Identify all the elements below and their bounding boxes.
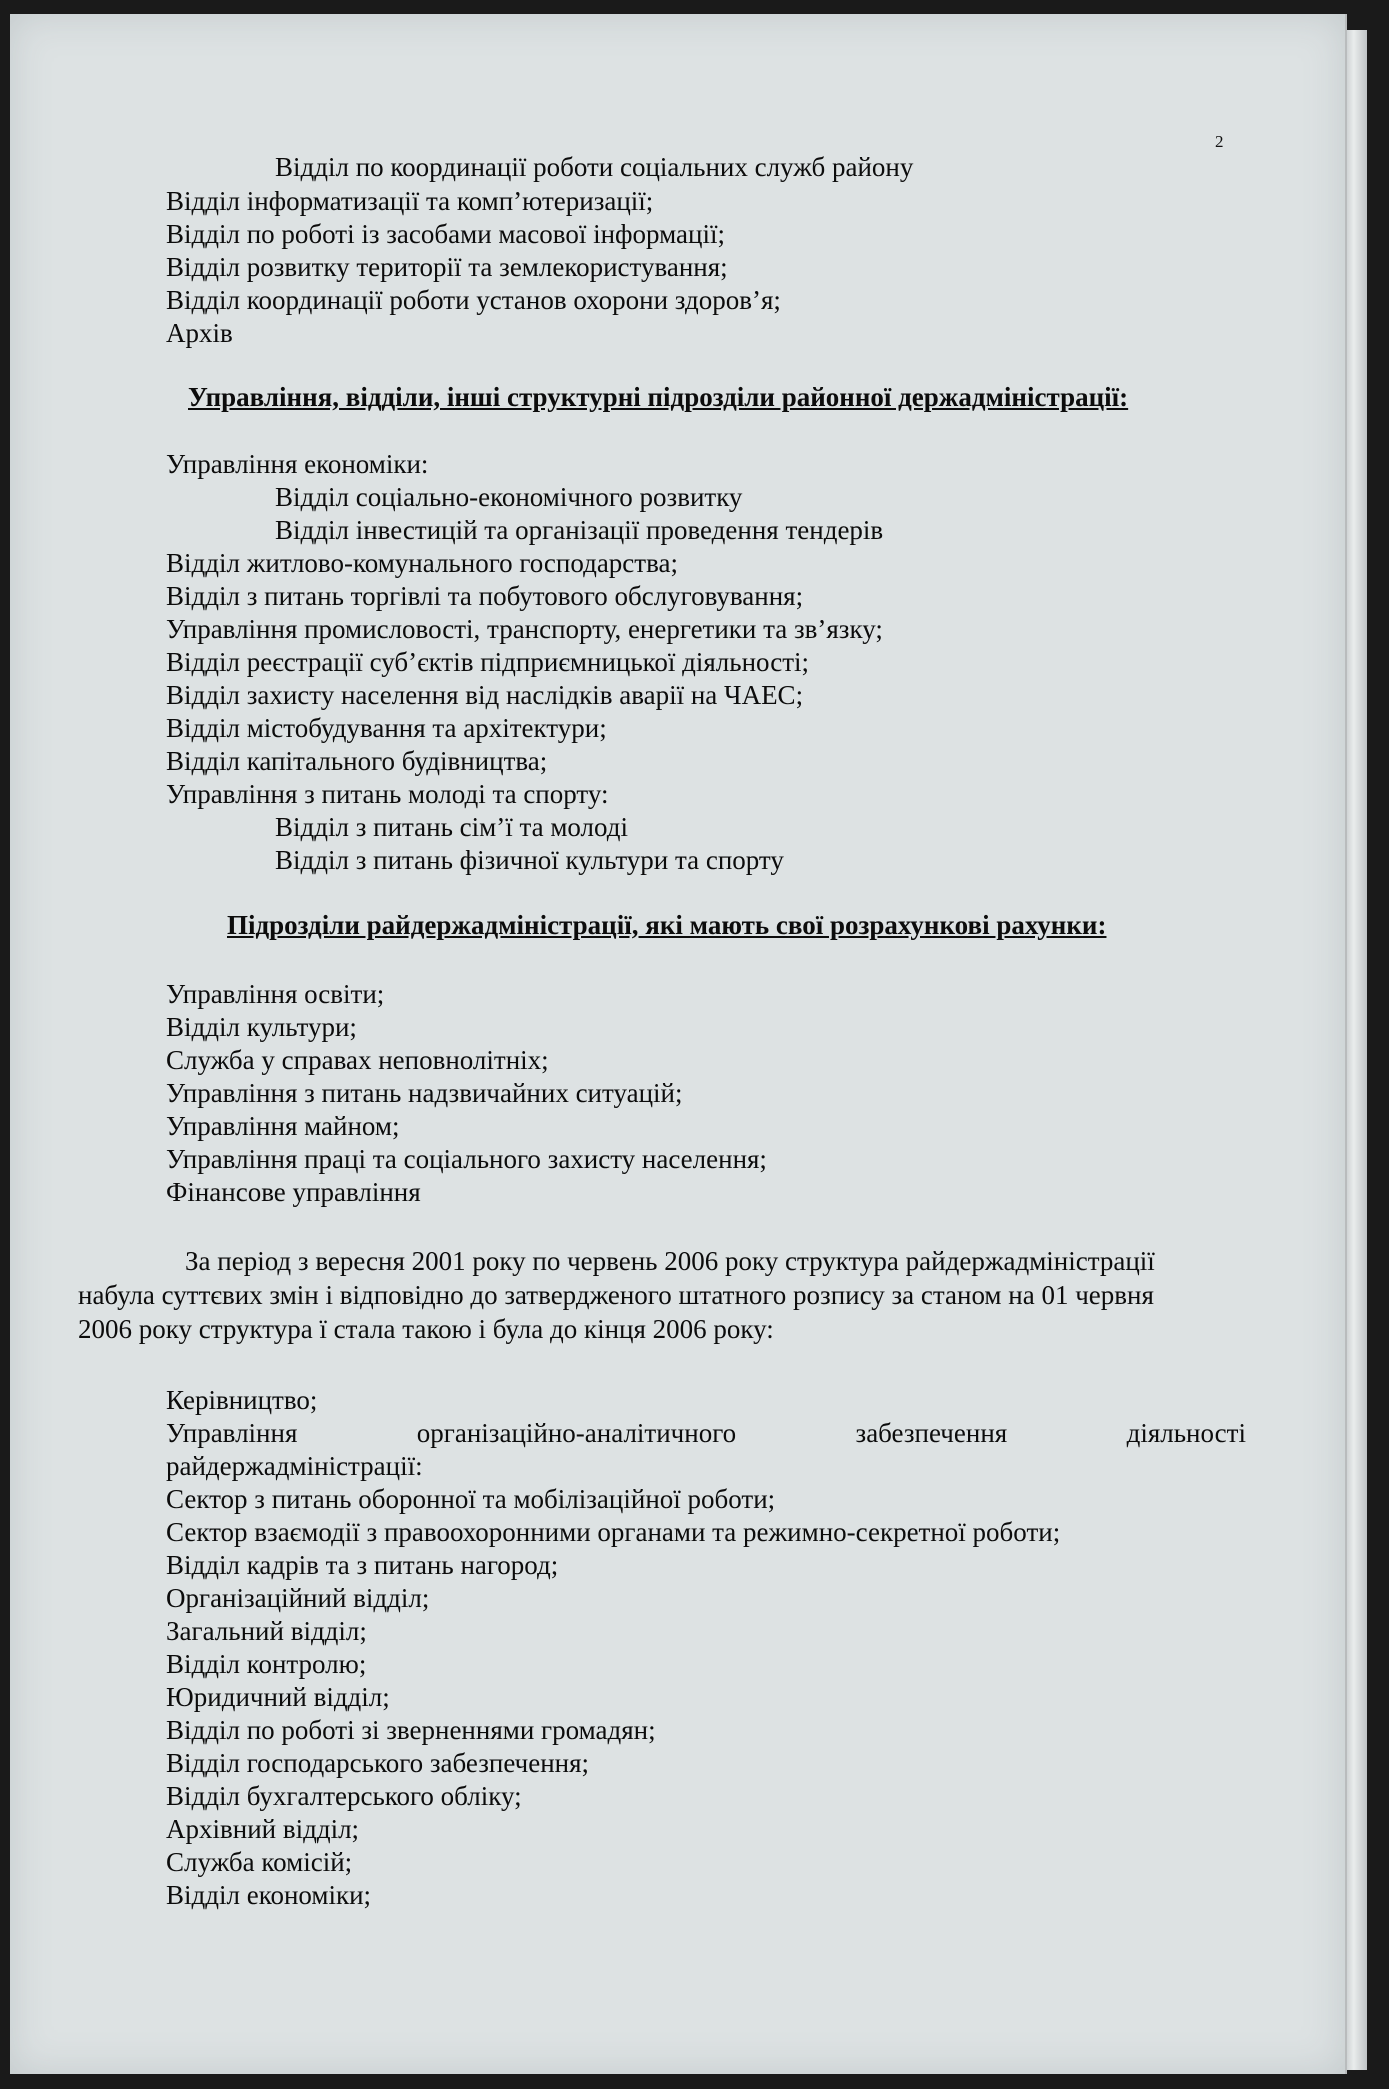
text-line: Сектор взаємодії з правоохоронними органами та режимно-секретної роботи; [166,1517,1061,1547]
text-line: Відділ захисту населення від наслідків аварії на ЧАЕС; [166,680,804,710]
text-line: Управління освіти; [166,979,385,1009]
text-line: Юридичний відділ; [166,1682,390,1712]
text-line: Відділ капітального будівництва; [166,746,548,776]
section-heading: Управління, відділи, інші структурні підрозділи районної держадміністрації: [188,382,1129,412]
text-line: Відділ житлово-комунального господарства; [166,548,678,578]
text-line: Сектор з питань оборонної та мобілізаційної роботи; [166,1484,776,1514]
body-paragraph [78,1244,1250,1346]
text-line: Управління промисловості, транспорту, енергетики та зв’язку; [166,614,883,644]
text-line: Управління економіки: [166,449,429,479]
text-line: Відділ з питань фізичної культури та спорту [275,845,784,875]
text-line: Відділ кадрів та з питань нагород; [166,1550,559,1580]
text-line: Відділ господарського забезпечення; [166,1748,590,1778]
paragraph-line: набула суттєвих змін і відповідно до затвердженого штатного розпису за станом на 01 червня [78,1280,1154,1310]
text-line: Відділ містобудування та архітектури; [166,713,607,743]
text-line: Відділ з питань сім’ї та молоді [275,812,628,842]
text-line: Загальний відділ; [166,1616,367,1646]
page-number: 2 [1215,132,1224,151]
text-line: Відділ по координації роботи соціальних служб району [275,152,914,182]
text-line: Відділ економіки; [166,1880,372,1910]
text-line: Відділ реєстрації суб’єктів підприємницької діяльності; [166,647,810,677]
text-line: Фінансове управління [166,1177,421,1207]
text-line: Відділ інформатизації та комп’ютеризації; [166,186,654,216]
text-line: Відділ розвитку території та землекористування; [166,252,728,282]
text-line: Відділ з питань торгівлі та побутового обслуговування; [166,581,804,611]
text-line: Відділ контролю; [166,1649,367,1679]
text-line: Управління з питань надзвичайних ситуацій; [166,1078,683,1108]
word: організаційно-аналітичного [416,1418,737,1448]
text-line: Відділ координації роботи установ охорони здоров’я; [166,285,781,315]
section-heading: Підрозділи райдержадміністрації, які мають свої розрахункові рахунки: [227,910,1107,940]
document-page [10,14,1347,2074]
word: діяльності [1126,1418,1246,1448]
text-line: Архівний відділ; [166,1814,360,1844]
paragraph-line: За період з вересня 2001 року по червень 2006 року структура райдержадміністрації [185,1246,1155,1276]
text-line: Архів [166,318,233,348]
text-line: райдержадміністрації: [166,1451,423,1481]
text-line: Організаційний відділ; [166,1583,430,1613]
text-line: Відділ культури; [166,1012,357,1042]
text-line: Відділ по роботі із засобами масової інформації; [166,219,725,249]
text-line: Відділ інвестицій та організації проведення тендерів [275,515,884,545]
justified-line [166,1416,1246,1450]
text-line: Відділ по роботі зі зверненнями громадян; [166,1715,656,1745]
page-edge [1345,30,1367,2070]
text-line: Відділ соціально-економічного розвитку [275,482,743,512]
paragraph-line: 2006 року структура ї стала такою і була до кінця 2006 року: [78,1314,774,1344]
text-line: Керівництво; [166,1385,318,1415]
word: Управління [166,1418,298,1448]
word: забезпечення [855,1418,1008,1448]
text-line: Управління майном; [166,1111,400,1141]
text-line: Управління праці та соціального захисту населення; [166,1144,767,1174]
text-line: Служба у справах неповнолітніх; [166,1045,549,1075]
text-line: Управління з питань молоді та спорту: [166,779,609,809]
text-line: Служба комісій; [166,1847,353,1877]
text-line: Відділ бухгалтерського обліку; [166,1781,522,1811]
